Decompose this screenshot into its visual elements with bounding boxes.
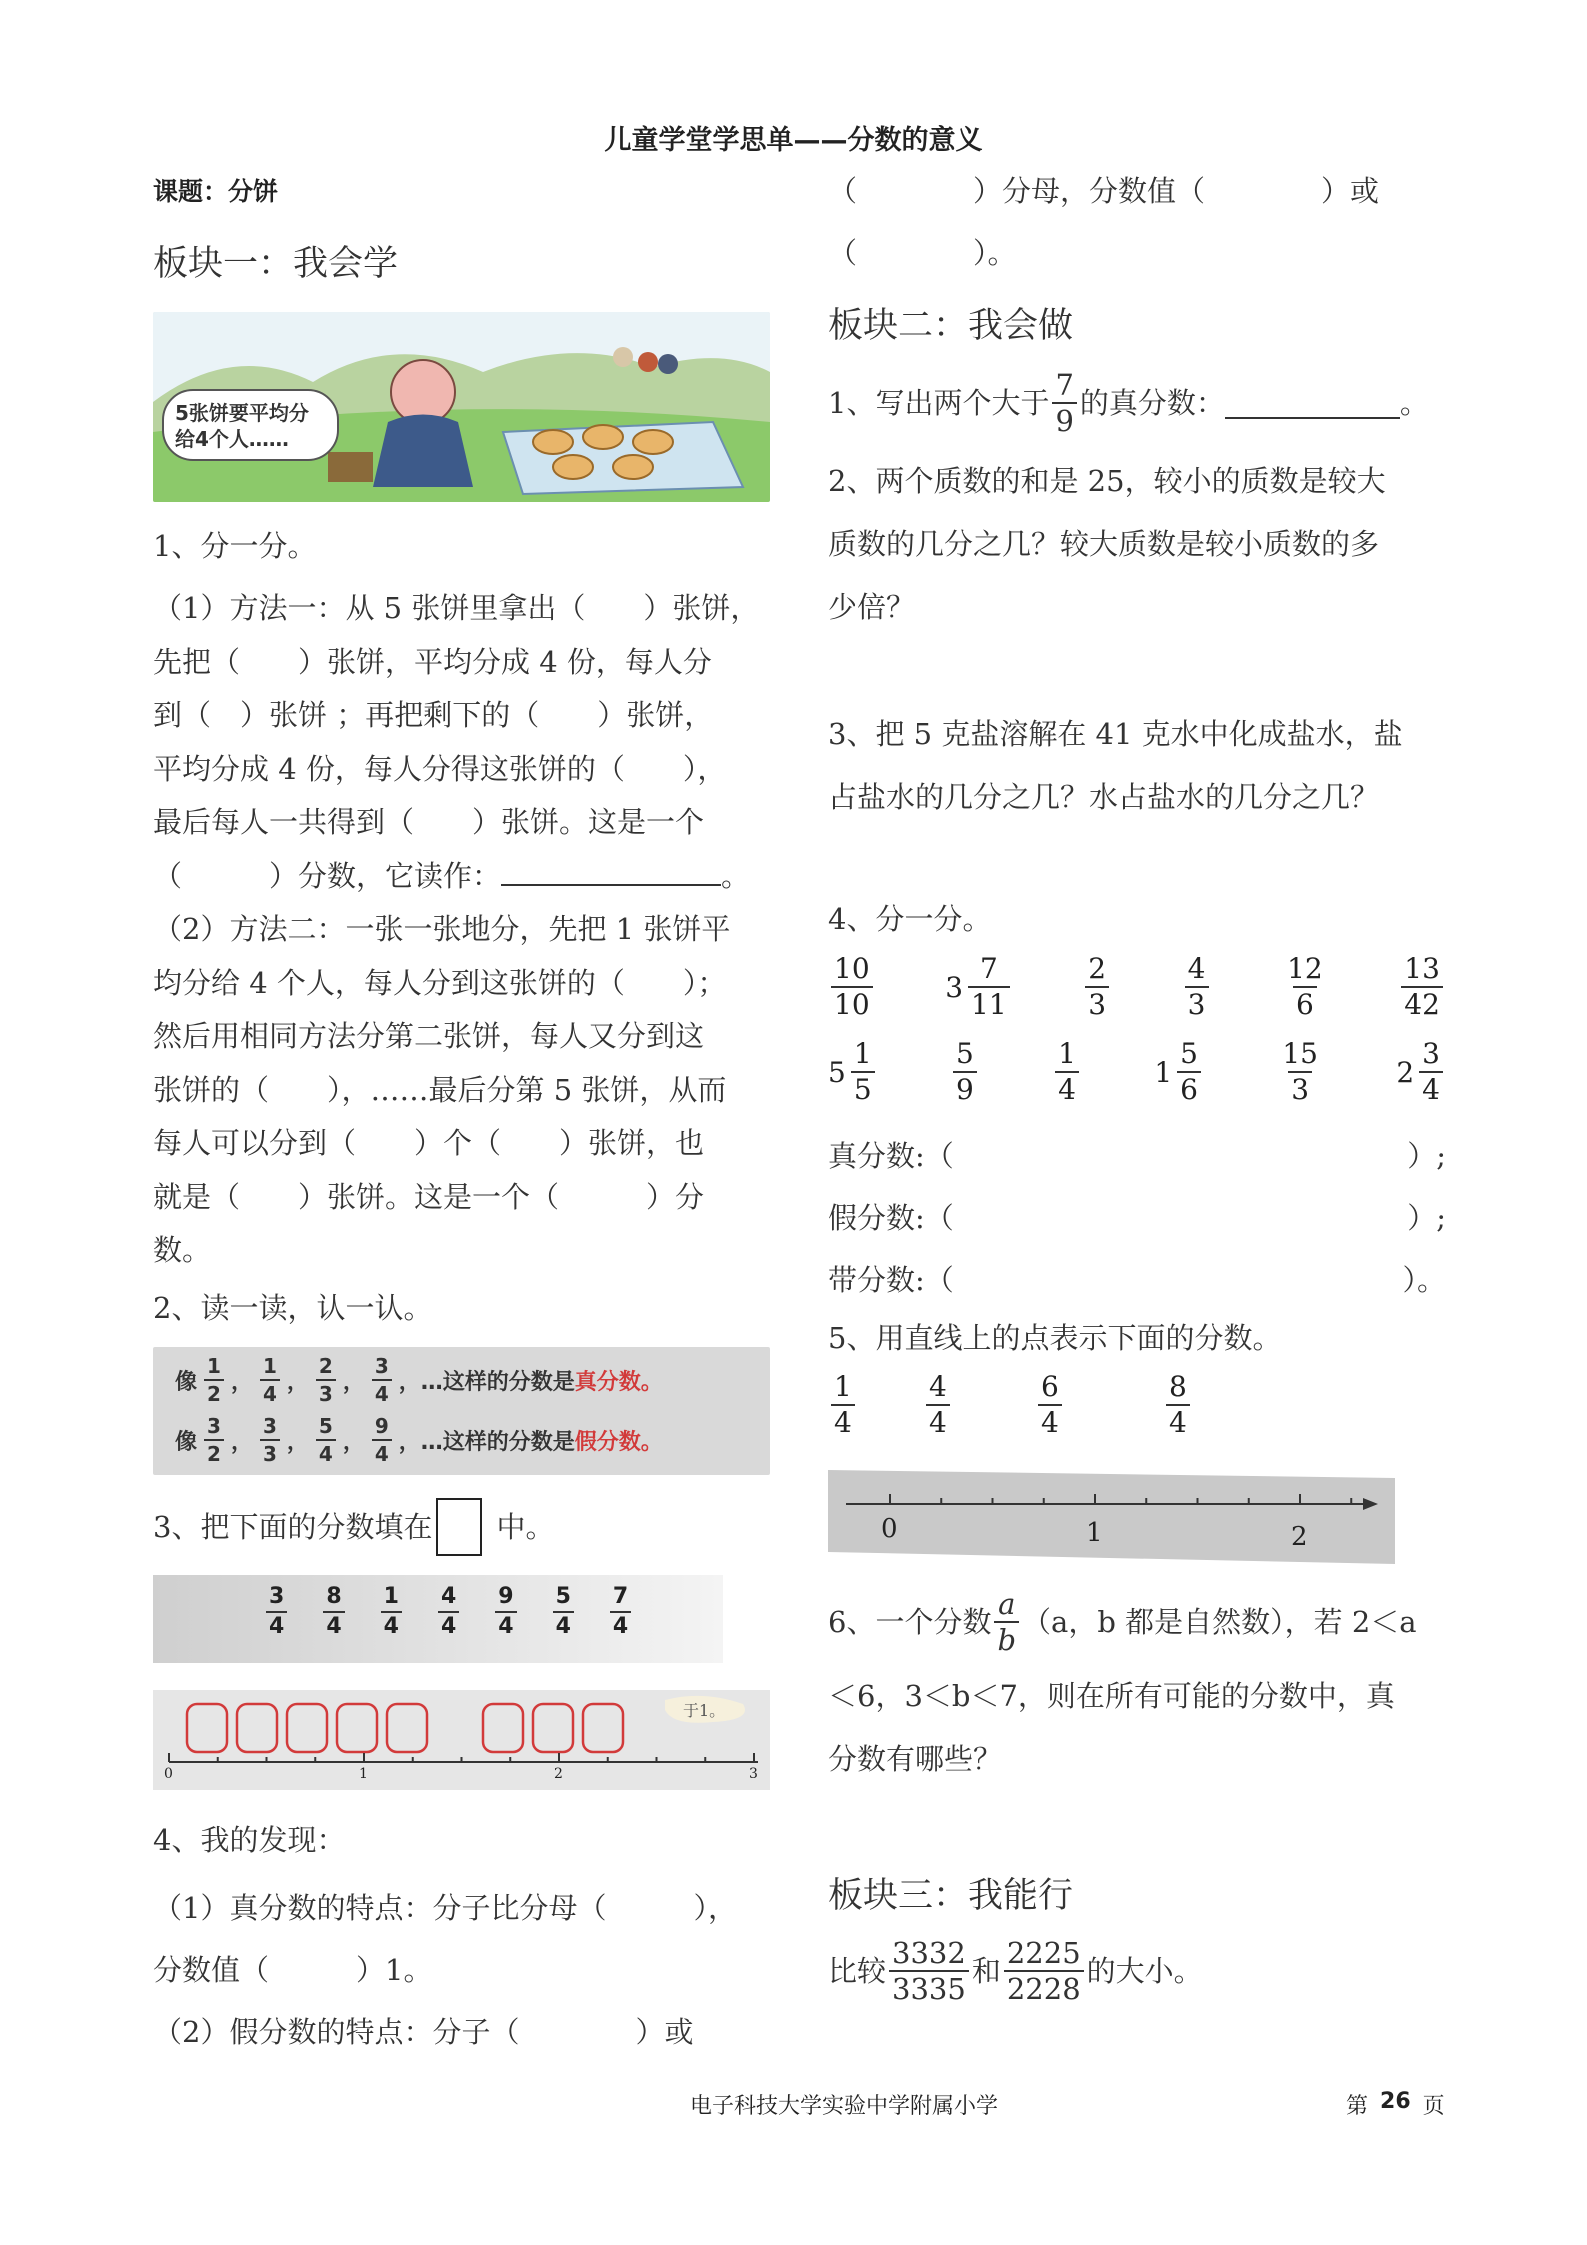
whole-part: 1 <box>1154 1055 1173 1089</box>
numerator: 13 <box>1404 952 1440 985</box>
numerator: 2 <box>1088 952 1107 985</box>
axis-label: 3 <box>749 1766 758 1782</box>
numerator: 3 <box>262 1414 277 1438</box>
denominator: 4 <box>372 1439 392 1467</box>
fraction <box>923 1370 953 1440</box>
numerator: 8 <box>326 1584 342 1609</box>
numerator: 1 <box>853 1037 872 1070</box>
r-q5-number-line-svg <box>828 1470 1395 1564</box>
fraction <box>369 1413 395 1467</box>
q3-title-text: 3、把下面的分数填在 <box>153 1509 433 1544</box>
denominator: 4 <box>1055 1071 1079 1107</box>
denominator: 4 <box>1038 1404 1062 1440</box>
fraction <box>266 1583 287 1641</box>
denominator: 4 <box>316 1439 336 1467</box>
fraction <box>257 1353 283 1407</box>
axis-label: 2 <box>1291 1522 1308 1552</box>
r-q1-text: 1、写出两个大于 <box>828 385 1050 420</box>
numerator: 9 <box>498 1584 514 1609</box>
numerator: 3332 <box>892 1936 966 1970</box>
r-q6-text: 6、一个分数 <box>828 1604 992 1639</box>
mixed-number <box>1396 1037 1446 1107</box>
fraction <box>1401 952 1443 1022</box>
denominator: 4 <box>1166 1404 1190 1440</box>
numerator: 5 <box>1180 1037 1198 1070</box>
blank-box <box>436 1498 482 1556</box>
fraction <box>1419 1037 1443 1107</box>
proper-fraction-row <box>175 1353 663 1407</box>
answer-box[interactable] <box>533 1704 573 1752</box>
answer-box[interactable] <box>187 1704 227 1752</box>
denominator: 4 <box>260 1379 280 1407</box>
r-q3 <box>828 703 1446 829</box>
fraction <box>1085 952 1109 1022</box>
answer-box[interactable] <box>237 1704 277 1752</box>
denominator: 2228 <box>1004 1970 1084 2006</box>
denominator: 4 <box>372 1379 392 1407</box>
denominator: 3 <box>316 1379 336 1407</box>
mixed-number <box>945 952 1012 1022</box>
block2-heading: 板块二：我会做 <box>828 306 1074 346</box>
fraction <box>950 1037 980 1107</box>
answer-blank[interactable] <box>1225 387 1400 419</box>
mixed-answer-line[interactable] <box>828 1249 1446 1311</box>
denominator: 4 <box>1419 1071 1443 1107</box>
fraction <box>550 1583 577 1641</box>
cont-line: （ ）。 <box>828 236 1017 270</box>
continued-text <box>828 160 1446 284</box>
q4-body <box>153 1877 770 2063</box>
numerator: 5 <box>318 1414 333 1438</box>
fraction <box>369 1353 395 1407</box>
fraction <box>1082 952 1112 1022</box>
fraction <box>1185 952 1209 1022</box>
denominator: 6 <box>1177 1071 1201 1107</box>
numerator: 1 <box>834 1370 852 1403</box>
q1-line: 平均分成 4 份，每人分得这张饼的（ ）， <box>153 751 727 786</box>
row-suffix: ，…这样的分数是 <box>398 1369 575 1395</box>
block3-heading: 板块三：我能行 <box>828 1876 1074 1916</box>
cont-line: （ ）分母，分数值（ ）或 <box>828 174 1380 208</box>
q2-title: 2、读一读，认一认。 <box>153 1291 433 1325</box>
denominator: 2 <box>204 1439 224 1467</box>
r-q3-line: 3、把 5 克盐溶解在 41 克水中化成盐水，盐 <box>828 717 1403 751</box>
separator: ， <box>342 1369 365 1395</box>
r-q1 <box>828 368 1446 438</box>
illustration-caption: 5张饼要平均分给4个人…… <box>175 401 309 451</box>
denominator: 3335 <box>889 1970 969 2006</box>
answer-end: ）。 <box>1402 1263 1446 1297</box>
q1-line: 就是（ ）张饼。这是一个（ ）分 <box>153 1179 705 1214</box>
fraction <box>201 1413 227 1467</box>
q1-title: 1、分一分。 <box>153 529 317 563</box>
compare-text: 和 <box>971 1953 1001 1988</box>
fraction <box>201 1353 227 1407</box>
denominator: 3 <box>260 1439 280 1467</box>
denominator: 5 <box>851 1071 875 1107</box>
q1-line: （2）方法二：一张一张地分，先把 1 张饼平 <box>153 912 731 946</box>
q3-number-line-svg <box>153 1690 770 1790</box>
fraction <box>204 1413 224 1467</box>
improper-fraction-list <box>197 1413 399 1467</box>
axis-label: 0 <box>164 1766 173 1782</box>
denominator: 4 <box>610 1611 631 1641</box>
fraction <box>438 1583 459 1641</box>
whole-part: 2 <box>1396 1055 1415 1089</box>
q4-line: （2）假分数的特点：分子（ ）或 <box>153 2015 694 2049</box>
row-suffix: ，…这样的分数是 <box>398 1429 575 1455</box>
answer-end: ）; <box>1407 1201 1446 1235</box>
axis-label: 1 <box>1086 1518 1103 1548</box>
proper-fraction-term: 真分数。 <box>574 1369 663 1395</box>
row-prefix: 像 <box>175 1369 198 1395</box>
fraction <box>889 1936 969 2006</box>
fraction <box>495 1583 516 1641</box>
fraction <box>1163 1370 1193 1440</box>
mixed-number <box>828 1037 878 1107</box>
numerator: 3 <box>269 1584 285 1609</box>
numerator: 10 <box>834 952 870 985</box>
numerator: 7 <box>979 952 998 985</box>
numerator: 9 <box>374 1414 389 1438</box>
denominator: 3 <box>1288 1071 1312 1107</box>
fraction <box>1284 952 1326 1022</box>
denominator: 4 <box>926 1404 950 1440</box>
denominator: 4 <box>266 1611 287 1641</box>
proper-fraction-list <box>197 1353 399 1407</box>
compare-text: 的大小。 <box>1086 1953 1203 1988</box>
denominator: 9 <box>953 1071 977 1107</box>
fraction <box>828 1370 858 1440</box>
separator: ， <box>230 1369 253 1395</box>
r-q2-line: 质数的几分之几？较大质数是较小质数的多 <box>828 527 1380 561</box>
answer-label: 真分数:（ <box>828 1139 954 1173</box>
fraction <box>323 1583 344 1641</box>
r-q2-line: 少倍？ <box>828 590 916 624</box>
fraction <box>1055 1037 1079 1107</box>
q3-fraction-list <box>263 1583 634 1641</box>
numerator: 3 <box>374 1354 389 1378</box>
fraction <box>926 1370 950 1440</box>
q1-body <box>153 582 770 1278</box>
r-q3-line: 占盐水的几分之几？水占盐水的几分之几？ <box>828 780 1380 814</box>
numerator: 8 <box>1169 1370 1187 1403</box>
q3-title <box>153 1498 770 1556</box>
axis-label: 0 <box>881 1514 898 1544</box>
fraction <box>1177 1037 1201 1107</box>
page-label: 页 <box>1422 2094 1445 2119</box>
answer-box[interactable] <box>483 1704 523 1752</box>
reading-blank[interactable] <box>501 854 721 886</box>
numerator: 7 <box>1055 368 1074 402</box>
q1-line: 数。 <box>153 1233 212 1267</box>
numerator: 1 <box>207 1354 221 1378</box>
fraction <box>994 1587 1019 1657</box>
fraction <box>378 1583 405 1641</box>
r-q6-line: ＜6，3＜b＜7，则在所有可能的分数中，真 <box>828 1679 1395 1713</box>
q4-line: 分数值（ ）1。 <box>153 1953 433 1987</box>
q3-note: 于1。 <box>683 1701 726 1720</box>
fraction <box>316 1413 336 1467</box>
axis-label: 1 <box>359 1766 368 1782</box>
fraction <box>1052 1037 1082 1107</box>
denominator: 3 <box>1085 986 1109 1022</box>
fraction <box>831 952 873 1022</box>
q1-line: （1）方法一：从 5 张饼里拿出（ ）张饼， <box>153 591 760 625</box>
q1-line-reading <box>153 850 770 904</box>
answer-box[interactable] <box>583 1704 623 1752</box>
compare-text: 比较 <box>828 1953 887 1988</box>
fraction <box>1279 1037 1321 1107</box>
denominator: 3 <box>1185 986 1209 1022</box>
denominator: 6 <box>1293 986 1317 1022</box>
answer-box[interactable] <box>287 1704 327 1752</box>
denominator: 42 <box>1401 986 1443 1022</box>
fraction <box>851 1037 875 1107</box>
whole-part: 3 <box>945 970 964 1004</box>
fraction <box>1166 1370 1190 1440</box>
numerator: 4 <box>929 1370 947 1403</box>
axis-label: 2 <box>554 1766 563 1782</box>
row-prefix: 像 <box>175 1429 198 1455</box>
fraction <box>257 1413 283 1467</box>
numerator: 3 <box>1422 1037 1440 1070</box>
footer-school: 电子科技大学实验中学附属小学 <box>690 2094 999 2119</box>
fraction <box>204 1353 224 1407</box>
answer-label: 假分数:（ <box>828 1201 954 1235</box>
fraction <box>381 1583 402 1641</box>
fraction <box>831 1370 855 1440</box>
r-q4-answers <box>828 1125 1446 1311</box>
denominator: 9 <box>1052 402 1076 438</box>
r-q1-text: 的真分数： <box>1079 385 1225 420</box>
fraction <box>435 1583 462 1641</box>
numerator: a <box>998 1587 1016 1621</box>
q1-line: 然后用相同方法分第二张饼，每人又分到这 <box>153 1019 705 1053</box>
denominator: 4 <box>831 1404 855 1440</box>
numerator: 3 <box>207 1414 221 1438</box>
fraction <box>372 1353 392 1407</box>
q4-line: （1）真分数的特点：分子比分母（ ）， <box>153 1891 737 1925</box>
fraction <box>1004 1936 1084 2006</box>
r-q2-line: 2、两个质数的和是 25，较小的质数是较大 <box>828 464 1386 498</box>
r-q5-number-line <box>828 1470 1395 1564</box>
fraction <box>263 1583 290 1641</box>
r-q4-title: 4、分一分。 <box>828 902 992 936</box>
denominator: 4 <box>323 1611 344 1641</box>
q1-line: 每人可以分到（ ）个（ ）张饼，也 <box>153 1126 705 1160</box>
fraction <box>320 1583 347 1641</box>
answer-end: ）; <box>1407 1139 1446 1173</box>
denominator: 11 <box>968 986 1010 1022</box>
q3-fraction-strip <box>153 1575 723 1663</box>
numerator: 1 <box>383 1584 399 1609</box>
page-number <box>1346 2089 1445 2120</box>
fraction <box>260 1353 280 1407</box>
r-q6-cont <box>828 1665 1446 1791</box>
numerator: 12 <box>1287 952 1323 985</box>
fraction <box>260 1413 280 1467</box>
fraction <box>1052 368 1076 438</box>
fraction <box>828 952 876 1022</box>
fraction <box>492 1583 519 1641</box>
denominator: 4 <box>381 1611 402 1641</box>
r-q6-line: 分数有哪些？ <box>828 1742 1003 1776</box>
whole-part: 5 <box>828 1055 846 1089</box>
numerator: 7 <box>612 1584 629 1609</box>
separator: ， <box>342 1429 365 1455</box>
r-q6-text: （a，b 都是自然数），若 2＜a <box>1022 1604 1417 1639</box>
numerator: 5 <box>555 1584 571 1609</box>
r-q5-title: 5、用直线上的点表示下面的分数。 <box>828 1321 1282 1355</box>
fraction <box>1281 952 1329 1022</box>
fraction <box>316 1353 336 1407</box>
page-title: 儿童学堂学思单——分数的意义 <box>604 125 983 156</box>
denominator: 4 <box>495 1611 516 1641</box>
fraction <box>953 1037 977 1107</box>
page-num: 26 <box>1380 2089 1411 2114</box>
improper-answer-line[interactable] <box>828 1187 1446 1249</box>
answer-label: 带分数:（ <box>828 1263 954 1297</box>
r-q6 <box>828 1587 1446 1657</box>
compare-question <box>828 1936 1446 2006</box>
denominator: 2 <box>204 1379 224 1407</box>
q1-line: 先把（ ）张饼，平均分成 4 份，每人分 <box>153 644 712 679</box>
fraction-types-panel <box>153 1347 770 1475</box>
fraction <box>313 1353 339 1407</box>
cake-illustration <box>153 312 770 502</box>
separator: ， <box>230 1429 253 1455</box>
page-label: 第 <box>1346 2094 1369 2119</box>
q1-line: （ ）分数，它读作： <box>153 858 502 893</box>
fraction <box>968 952 1010 1022</box>
fraction <box>610 1583 631 1641</box>
fraction <box>1038 1370 1062 1440</box>
q1-line: 到（ ）张饼 ；再把剩下的（ ）张饼， <box>153 698 714 732</box>
numerator: 1 <box>262 1354 277 1378</box>
denominator: b <box>994 1621 1019 1657</box>
improper-fraction-term: 假分数。 <box>574 1429 663 1455</box>
fraction <box>1035 1370 1065 1440</box>
block1-heading: 板块一：我会学 <box>153 244 399 284</box>
r-q2 <box>828 450 1446 639</box>
proper-answer-line[interactable] <box>828 1125 1446 1187</box>
answer-box[interactable] <box>387 1704 427 1752</box>
numerator: 2 <box>318 1354 333 1378</box>
fraction <box>607 1583 634 1641</box>
numerator: 15 <box>1282 1037 1318 1070</box>
q1-line-end: 。 <box>721 858 751 893</box>
separator: ， <box>286 1369 309 1395</box>
answer-box[interactable] <box>337 1704 377 1752</box>
numerator: 2225 <box>1006 1936 1081 1970</box>
q3-number-line <box>153 1690 770 1790</box>
r-q4-row1 <box>828 952 1446 1022</box>
numerator: 6 <box>1041 1370 1059 1403</box>
q1-line: 张饼的（ ），……最后分第 5 张饼，从而 <box>153 1072 727 1107</box>
fraction <box>553 1583 574 1641</box>
numerator: 5 <box>956 1037 974 1070</box>
fraction <box>372 1413 392 1467</box>
q4-title: 4、我的发现： <box>153 1823 346 1857</box>
improper-fraction-row <box>175 1413 663 1467</box>
denominator: 4 <box>553 1611 574 1641</box>
q1-line: 均分给 4 个人，每人分到这张饼的（ ）； <box>153 965 727 1000</box>
fraction <box>1276 1037 1324 1107</box>
lesson-topic: 课题：分饼 <box>153 177 279 206</box>
q1-line: 最后每人一共得到（ ）张饼。这是一个 <box>153 805 705 839</box>
numerator: 4 <box>440 1584 457 1609</box>
separator: ， <box>286 1429 309 1455</box>
q3-title-end: 中。 <box>496 1509 555 1544</box>
r-q1-end: 。 <box>1399 385 1429 420</box>
mixed-number <box>1154 1037 1204 1107</box>
denominator: 10 <box>831 986 873 1022</box>
fraction <box>313 1413 339 1467</box>
fraction <box>1398 952 1446 1022</box>
r-q4-row2 <box>828 1037 1446 1107</box>
numerator: 1 <box>1058 1037 1076 1070</box>
denominator: 4 <box>438 1611 459 1641</box>
fraction <box>1182 952 1212 1022</box>
r-q5-fractions <box>828 1370 1208 1450</box>
numerator: 4 <box>1187 952 1206 985</box>
